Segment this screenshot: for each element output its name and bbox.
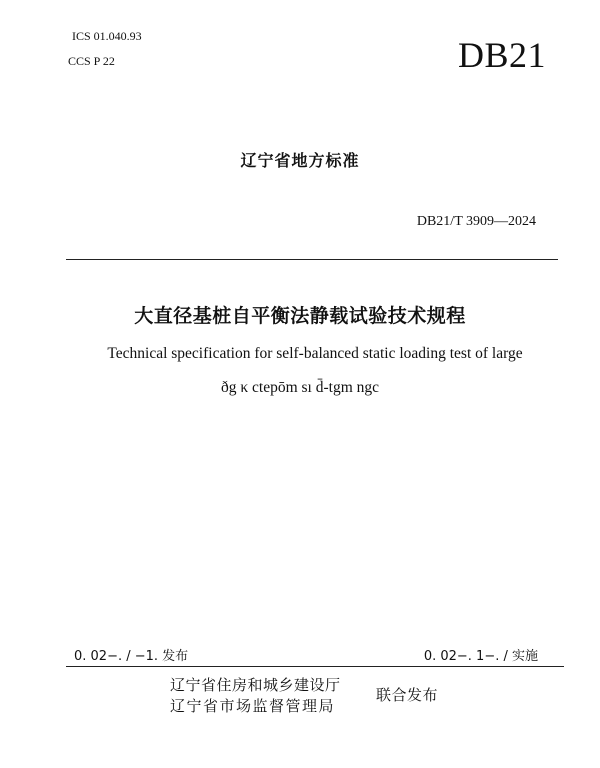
bottom-divider [66, 666, 564, 667]
issuer-market-regulation: 辽宁省市场监督管理局 [170, 697, 336, 715]
title-chinese: 大直径基桩自平衡法静载试验技术规程 [134, 305, 466, 327]
issuer-housing-department: 辽宁省住房和城乡建设厅 [170, 676, 341, 694]
implementation-date: 0. 02−. 1−. / 实施 [423, 649, 538, 664]
joint-issue-label: 联合发布 [376, 686, 439, 704]
title-english-line1: Technical specification for self-balanced static loading test of large [107, 345, 523, 362]
ics-code: ICS 01.040.93 [72, 29, 142, 43]
standard-mark: DB21 [457, 35, 546, 75]
ccs-code: CCS P 22 [68, 54, 115, 68]
standard-number: DB21/T 3909—2024 [416, 214, 536, 229]
issue-date: 0. 02−. / −1. 发布 [74, 649, 189, 664]
standard-type: 辽宁省地方标准 [240, 151, 360, 170]
title-english-line2: ðg κ ctepōm sı d̄-tgm ngc [220, 379, 380, 396]
top-divider [66, 259, 558, 260]
